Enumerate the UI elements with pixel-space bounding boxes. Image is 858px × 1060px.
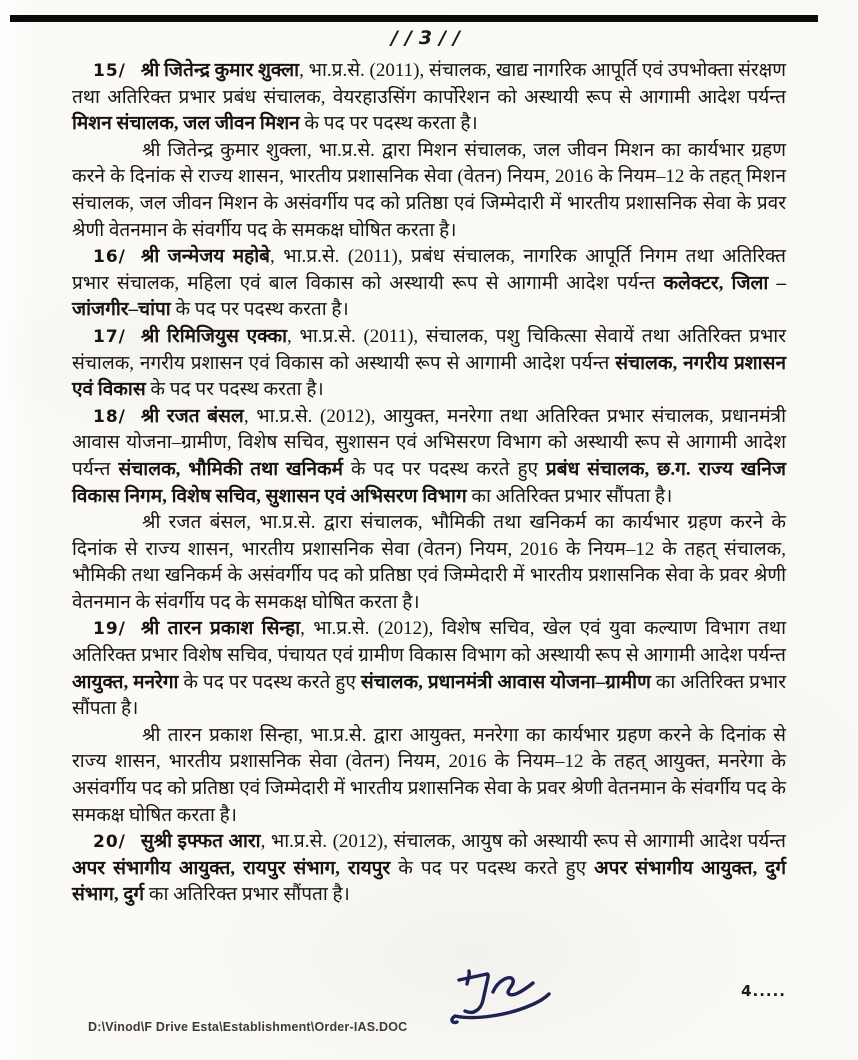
text-segment: के पद पर पदस्थ करते हुए xyxy=(390,857,595,879)
text-segment: के पद पर पदस्थ करता है। xyxy=(170,299,349,321)
text-segment: का अतिरिक्त प्रभार सौंपता है। xyxy=(72,671,786,720)
text-segment: श्री तारन प्रकाश सिन्हा xyxy=(140,618,301,640)
text-segment: मिशन संचालक, जल जीवन मिशन xyxy=(72,113,300,135)
text-segment: का अतिरिक्त प्रभार सौंपता है। xyxy=(144,884,350,906)
text-segment: के पद पर पदस्थ करता है। xyxy=(145,379,324,401)
signature-ink xyxy=(443,958,567,1038)
paragraph-number: 20/ xyxy=(93,832,126,853)
text-segment: सुश्री इफ्फत आरा xyxy=(140,831,261,853)
text-segment: श्री जन्मेजय महोबे xyxy=(140,246,271,268)
text-segment: का अतिरिक्त प्रभार सौंपता है। xyxy=(466,485,673,507)
text-segment: , भा.प्र.से. (2011), प्रबंध संचालक, नागरिक आपूर्ति निगम तथा अतिरिक्त प्रभार संचालक, महिला एवं बाल विकास को अस्थायी रूप से आगामी आदेश पर्यन्त xyxy=(72,246,786,294)
order-paragraph xyxy=(72,138,786,244)
scan-top-border xyxy=(10,15,818,22)
page-number-header: //3// xyxy=(391,27,467,49)
document-file-path: D:\Vinod\F Drive Esta\Establishment\Order-IAS.DOC xyxy=(88,1020,408,1034)
text-segment: श्री जितेन्द्र कुमार शुक्ला xyxy=(140,60,300,81)
text-segment: संचालक, प्रधानमंत्री आवास योजना–ग्रामीण xyxy=(360,671,651,693)
order-paragraph xyxy=(72,324,786,404)
paragraph-number: 18/ xyxy=(93,406,126,427)
order-paragraph xyxy=(72,510,786,616)
text-segment: के पद पर पदस्थ करते हुए xyxy=(342,458,546,480)
text-segment: अपर संभागीय आयुक्त, रायपुर संभाग, रायपुर xyxy=(72,857,391,879)
text-segment: श्री रजत बंसल, भा.प्र.से. द्वारा संचालक, भौमिकी तथा खनिकर्म का कार्यभार ग्रहण करने के दिनांक से राज्य शासन, भारतीय प्रशासनिक सेवा (वेतन) नियम, 2016 के नियम–12 के तहत् संचालक, भौमिकी तथा खनिकर्म के असंवर्गीय पद को प्रतिष्ठा एवं जिम्मेदारी में भारतीय प्रशासनिक सेवा के प्रवर श्रेणी वेतनमान के संवर्गीय पद के समकक्ष घोषित करता है। xyxy=(72,512,786,613)
paragraph-number: 15/ xyxy=(93,61,126,81)
order-paragraph xyxy=(72,244,786,324)
text-segment: श्री जितेन्द्र कुमार शुक्ला, भा.प्र.से. द्वारा मिशन संचालक, जल जीवन मिशन का कार्यभार ग्रहण करने के दिनांक से राज्य शासन, भारतीय प्रशासनिक सेवा (वेतन) नियम, 2016 के नियम–12 के तहत् मिशन संचालक, जल जीवन मिशन के असंवर्गीय पद को प्रतिष्ठा एवं जिम्मेदारी में भारतीय प्रशासनिक सेवा के प्रवर श्रेणी वेतनमान के संवर्गीय पद के समकक्ष घोषित करता है। xyxy=(72,139,786,241)
text-segment: , भा.प्र.से. (2011), संचालक, पशु चिकित्सा सेवायें तथा अतिरिक्त प्रभार संचालक, नगरीय प्रशासन एवं विकास को अस्थायी रूप से आगामी आदेश पर्यन्त xyxy=(72,325,786,374)
text-segment: , भा.प्र.से. (2012), आयुक्त, मनरेगा तथा अतिरिक्त प्रभार संचालक, प्रधानमंत्री आवास योजना–ग्रामीण, विशेष सचिव, सुशासन एवं अभिसरण विभाग को अस्थायी रूप से आगामी आदेश पर्यन्त xyxy=(72,405,786,480)
text-segment: , भा.प्र.से. (2012), विशेष सचिव, खेल एवं युवा कल्याण विभाग तथा अतिरिक्त प्रभार विशेष सचिव, पंचायत एवं ग्रामीण विकास विभाग को अस्थायी रूप से आगामी आदेश पर्यन्त xyxy=(72,618,786,667)
order-paragraph xyxy=(72,404,786,510)
text-segment: , भा.प्र.से. (2012), संचालक, आयुष को अस्थायी रूप से आगामी आदेश पर्यन्त xyxy=(260,831,786,853)
text-segment: श्री रजत बंसल xyxy=(140,405,244,427)
order-paragraph xyxy=(72,829,786,909)
text-segment: आयुक्त, मनरेगा xyxy=(72,671,179,693)
text-segment: के पद पर पदस्थ करते हुए xyxy=(178,671,361,693)
text-segment: श्री रिमिजियुस एक्का xyxy=(140,325,287,347)
paragraph-number: 19/ xyxy=(93,619,126,640)
text-segment: के पद पर पदस्थ करता है। xyxy=(299,113,478,135)
order-text-body xyxy=(72,58,786,909)
next-page-marker: 4..... xyxy=(741,982,786,1000)
text-segment: संचालक, नगरीय प्रशासन एवं विकास xyxy=(72,352,786,401)
order-paragraph xyxy=(72,58,786,138)
paragraph-number: 16/ xyxy=(93,247,126,268)
text-segment: श्री तारन प्रकाश सिन्हा, भा.प्र.से. द्वारा आयुक्त, मनरेगा का कार्यभार ग्रहण करने के दिनांक से राज्य शासन, भारतीय प्रशासनिक सेवा (वेतन) नियम, 2016 के नियम–12 के तहत् आयुक्त, मनरेगा के असंवर्गीय पद को प्रतिष्ठा एवं जिम्मेदारी में भारतीय प्रशासनिक सेवा के प्रवर श्रेणी वेतनमान के संवर्गीय पद के समकक्ष घोषित करता है। xyxy=(72,724,786,826)
text-segment: अपर संभागीय आयुक्त, दुर्ग संभाग, दुर्ग xyxy=(72,857,787,906)
order-paragraph xyxy=(72,616,786,722)
text-segment: , भा.प्र.से. (2011), संचालक, खाद्य नागरिक आपूर्ति एवं उपभोक्ता संरक्षण तथा अतिरिक्त प्रभार प्रबंध संचालक, वेयरहाउसिंग कार्पोरेशन को अस्थायी रूप से आगामी आदेश पर्यन्त xyxy=(72,60,786,108)
paragraph-number: 17/ xyxy=(93,326,126,347)
text-segment: कलेक्टर, जिला – जांजगीर–चांपा xyxy=(72,272,787,321)
text-segment: प्रबंध संचालक, छ.ग. राज्य खनिज विकास निगम, विशेष सचिव, सुशासन एवं अभिसरण विभाग xyxy=(72,458,787,507)
text-segment: संचालक, भौमिकी तथा खनिकर्म xyxy=(118,458,343,480)
order-paragraph xyxy=(72,723,786,829)
